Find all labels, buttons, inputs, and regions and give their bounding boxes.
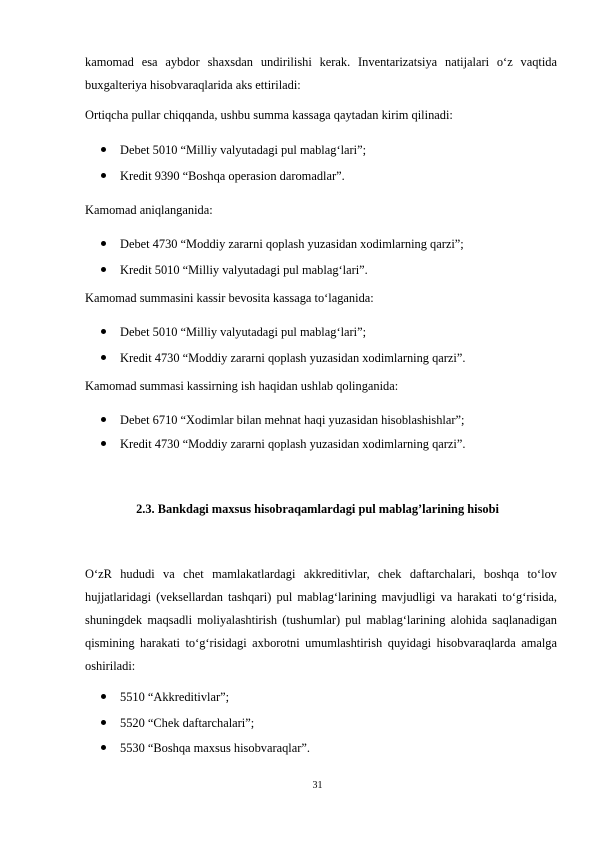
list-item-text: Debet 4730 “Moddiy zararni qoplash yuzasidan xodimlarning qarzi”; [120,237,464,251]
list-item-text: Kredit 9390 “Boshqa operasion daromadlar”. [120,169,345,183]
intro-paragraph: kamomad esa aybdor shaxsdan undirilishi kerak. Inventarizatsiya natijalari o‘z vaqtida buxgalteriya hisobvaraqlarida aks ettiriladi: [85,55,557,92]
list-item-text: Kredit 5010 “Milliy valyutadagi pul mablag‘lari”. [120,263,368,277]
surplus-label: Ortiqcha pullar chiqqanda, ushbu summa kassaga qaytadan kirim qilinadi: [85,108,453,122]
bullet-icon [101,329,106,334]
page-number: 31 [312,780,323,791]
bullet-icon [101,355,106,360]
list-item-text: 5510 “Akkreditivlar”; [120,690,230,704]
list-item-text: Debet 6710 “Xodimlar bilan mehnat haqi yuzasidan hisoblashishlar”; [120,413,465,427]
body-paragraph: O‘zR hududi va chet mamlakatlardagi akkreditivlar, chek daftarchalari, boshqa to‘lov hujjatlaridagi (veksellardan tashqari) pul mablag‘larining mavjudligi va harakati to‘g‘risida, shuningdek maqsadli moliyalashtirish (tushumlar) pul mablag‘larining alohida saqlanadigan qismining harakati to‘g‘risidagi axborotni umumlashtirish quyidagi hisobvaraqlarda amalga oshiriladi: [85,567,557,673]
bullet-icon [101,267,106,272]
list-item-text: 5520 “Chek daftarchalari”; [120,716,255,730]
bullet-icon [101,147,106,152]
bullet-icon [101,241,106,246]
bullet-icon [101,745,106,750]
bullet-icon [101,417,106,422]
bullet-icon [101,173,106,178]
list-item-text: 5530 “Boshqa maxsus hisobvaraqlar”. [120,741,310,755]
bullet-icon [101,441,106,446]
list-item-text: Kredit 4730 “Moddiy zararni qoplash yuzasidan xodimlarning qarzi”. [120,437,466,451]
section-heading: 2.3. Bankdagi maxsus hisobraqamlardagi pul mablag’larining hisobi [136,502,499,516]
bullet-icon [101,694,106,699]
bullet-icon [101,720,106,725]
repay-label: Kamomad summasini kassir bevosita kassaga to‘laganida: [85,291,374,305]
shortage-label: Kamomad aniqlanganida: [85,203,213,217]
list-item-text: Debet 5010 “Milliy valyutadagi pul mablag‘lari”; [120,143,367,157]
withhold-label: Kamomad summasi kassirning ish haqidan ushlab qolinganida: [85,379,399,393]
list-item-text: Debet 5010 “Milliy valyutadagi pul mablag‘lari”; [120,325,367,339]
list-item-text: Kredit 4730 “Moddiy zararni qoplash yuzasidan xodimlarning qarzi”. [120,351,466,365]
